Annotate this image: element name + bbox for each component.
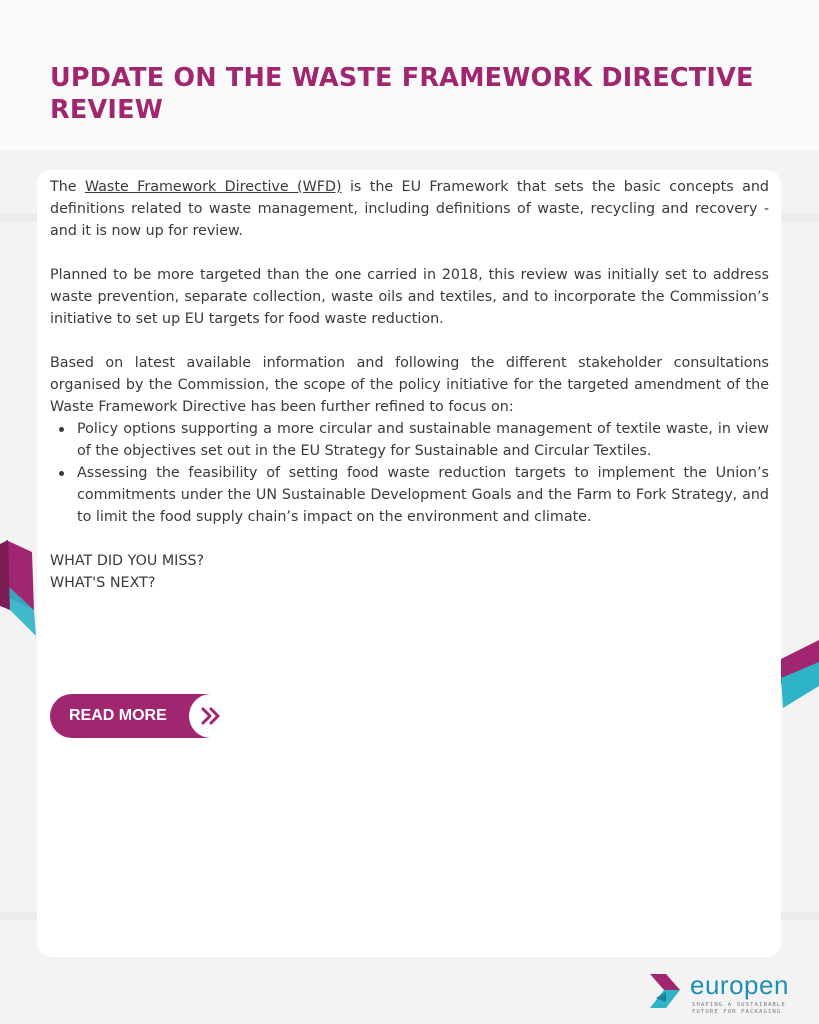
europen-logo-mark (646, 972, 686, 1016)
article-body (50, 176, 769, 594)
whats-next: WHAT'S NEXT? (50, 575, 156, 591)
left-ribbon-decoration (0, 540, 40, 640)
intro-paragraph (50, 176, 769, 242)
read-more-button[interactable] (50, 694, 230, 738)
paragraph-2: Planned to be more targeted than the one carried in 2018, this review was initially set to address waste prevention, separate collection, waste oils and textiles, and to incorporate the Commission’s initiative to set up EU targets for food waste reduction. (50, 267, 769, 327)
page-title: UPDATE ON THE WASTE FRAMEWORK DIRECTIVE REVIEW (50, 63, 754, 125)
right-ribbon-decoration (779, 640, 819, 715)
read-more-label: READ MORE (69, 707, 167, 724)
europen-logo (646, 972, 796, 1018)
wfd-link[interactable]: Waste Framework Directive (WFD) (84, 179, 342, 195)
intro-prefix: The (50, 179, 85, 195)
list-item: Policy options supporting a more circular and sustainable management of textile waste, in view of the objectives set out in the EU Strategy for Sustainable and Circular Textiles. (50, 418, 769, 462)
brand-name: europen (690, 970, 789, 1000)
double-chevron-right-icon (189, 694, 233, 738)
paragraph-3: Based on latest available information and following the different stakeholder consultations organised by the Commission, the scope of the policy initiative for the targeted amendment of the Waste Framework Directive has been further refined to focus on: (50, 355, 769, 415)
what-did-you-miss: WHAT DID YOU MISS? (50, 553, 205, 569)
intro-suffix: is the EU Framework that sets the basic concepts and definitions related to waste management, including definitions of waste, recycling and recovery - and it is now up for review. (50, 179, 769, 239)
brand-tagline: SHAPING A SUSTAINABLE FUTURE FOR PACKAGING (692, 1002, 786, 1015)
focus-list (50, 418, 769, 528)
list-item: Assessing the feasibility of setting food waste reduction targets to implement the Union’s commitments under the UN Sustainable Development Goals and the Farm to Fork Strategy, and to limit the food supply chain’s impact on the environment and climate. (50, 462, 769, 528)
